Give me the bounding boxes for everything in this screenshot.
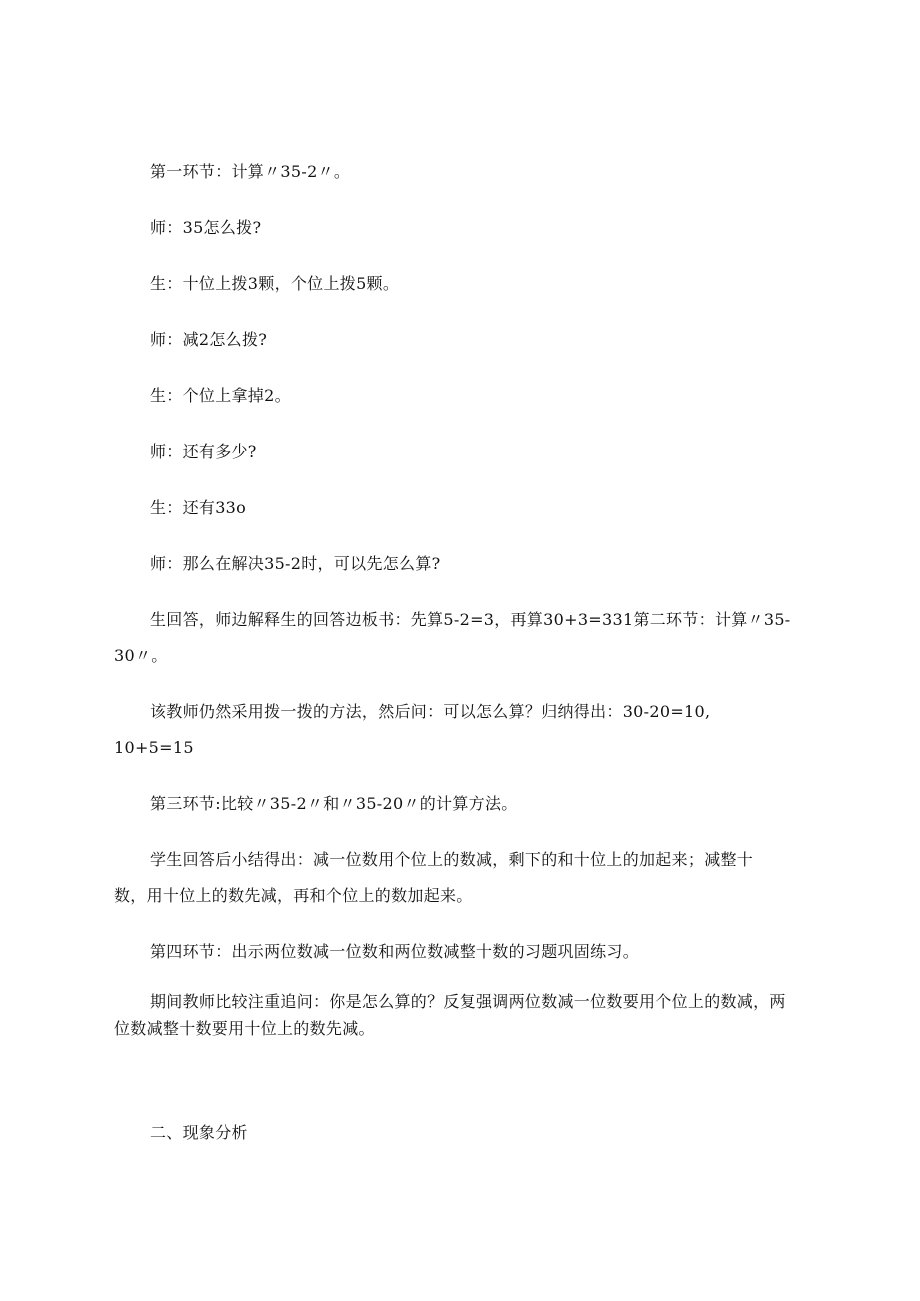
section-heading-analysis: 二、现象分析 [150,1123,248,1142]
paragraph-line: 该教师仍然采用拨一拨的方法，然后问：可以怎么算？归纳得出：30-20=10, [150,702,711,721]
section-one-heading: 第一环节：计算〃35-2〃。 [150,162,351,181]
paragraph-line: 学生回答后小结得出：减一位数用个位上的数减，剩下的和十位上的加起来；减整十 [150,850,754,869]
paragraph-line: 10+5=15 [114,738,194,757]
paragraph-line: 生回答，师边解释生的回答边板书：先算5-2=3，再算30+3=331第二环节：计算〃35- [150,610,791,629]
paragraph-line: 30〃。 [114,646,168,665]
paragraph-line: 数，用十位上的数先减，再和个位上的数加起来。 [114,886,473,905]
paragraph-line: 期间教师比较注重追问：你是怎么算的？反复强调两位数减一位数要用个位上的数减，两 [150,992,786,1011]
section-three-heading: 第三环节:比较〃35-2〃和〃35-20〃的计算方法。 [150,794,518,813]
student-answer-1: 生：十位上拨3颗，个位上拨5颗。 [150,274,400,293]
teacher-question-3: 师：还有多少? [150,442,257,461]
student-answer-3: 生：还有33o [150,498,247,517]
section-four-heading: 第四环节：出示两位数减一位数和两位数减整十数的习题巩固练习。 [150,942,640,961]
paragraph-line: 位数减整十数要用十位上的数先减。 [114,1019,375,1038]
student-answer-2: 生：个位上拿掉2。 [150,386,291,405]
teacher-question-2: 师：减2怎么拨? [150,330,268,349]
teacher-question-1: 师：35怎么拨? [150,218,262,237]
teacher-question-4: 师：那么在解决35-2时，可以先怎么算? [150,554,441,573]
